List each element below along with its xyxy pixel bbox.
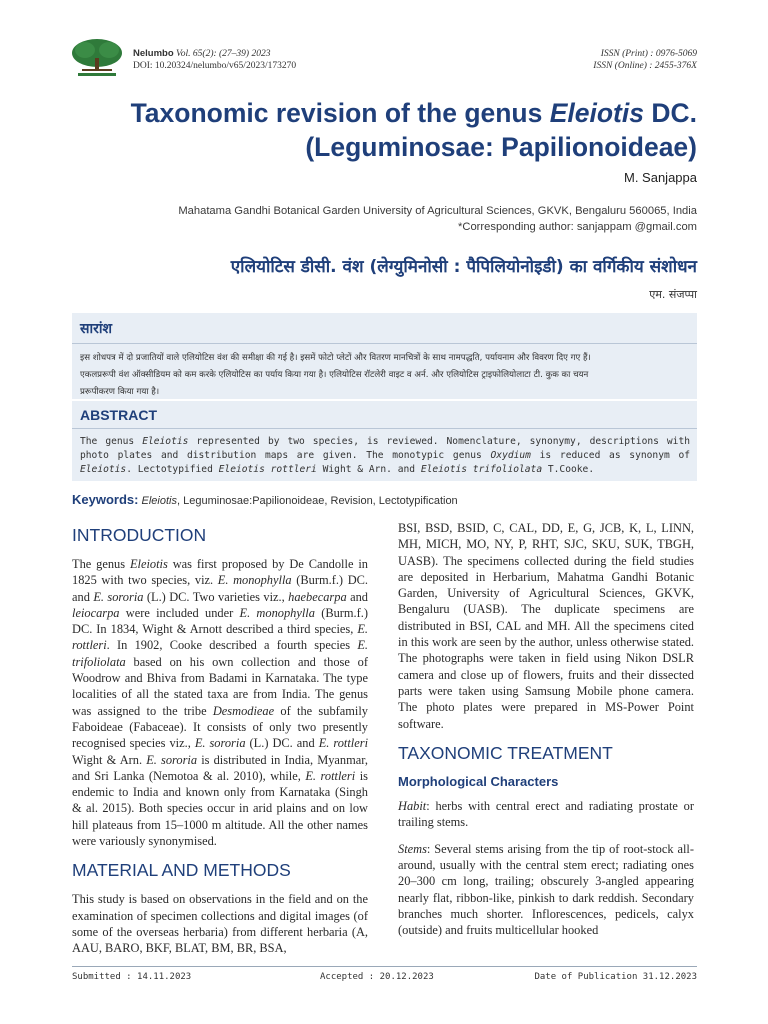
introduction-text: The genus Eleiotis was first proposed by De Candolle in 1825 with two species, viz. E. monophylla (Burm.f.) DC. and E. sororia (L.) DC. Two varieties viz., haebecarpa and leiocarpa were included under E. monophylla (Burm.f.) DC. In 1834, Wight & Arnott described a third species, E. rottleri. In 1902, Cooke described a fourth species E. trifoliolata based on his own collection and those of Woodrow and Bhiva from Badami in Karnataka. The type localities of all the stated taxa are from India. The genus was assigned to the tribe Desmodieae of the subfamily Faboideae (Fabaceae). It consists of only two presently recognised species viz., E. sororia (L.) DC. and E. rottleri Wight & Arn. E. sororia is distributed in India, Myanmar, and Sri Lanka (Nemotoa & al. 2010), while, E. rottleri is endemic to India and known only from Karnataka (Singh & al. 2015). Both species occur in arid plains and on low hill plateaus from 15–1000 m altitude. All the other names were variously synonymised. [72, 557, 369, 849]
stems-text: Stems: Several stems arising from the tip of root-stock all-around, usually with the central stem erect; radiating ones 20–300 cm long, trailing; obscurely 3-angled appearing nearly flat, ribbon-like, pinkish to dark reddish. Secondary branches much shorter. Inflorescences, pedicels, calyx (outside) and fruits multicellular hooked [398, 841, 694, 938]
issn-online: ISSN (Online) : 2455-376X [593, 61, 697, 71]
affiliation [178, 203, 697, 235]
hindi-line: प्ररूपीकरण किया गया है। [80, 387, 160, 397]
journal-logo [70, 36, 124, 78]
left-column [72, 520, 368, 965]
abstract-box [72, 401, 697, 481]
right-column [398, 520, 694, 947]
hindi-summary-heading: सारांश [80, 321, 112, 337]
corresponding-author: *Corresponding author: sanjappam @gmail.com [458, 221, 697, 233]
keywords-rest: , Leguminosae:Papilionoideae, Revision, Lectotypification [177, 495, 458, 507]
taxonomic-treatment-heading: TAXONOMIC TREATMENT [398, 742, 613, 763]
methods-heading: MATERIAL AND METHODS [72, 860, 291, 881]
hindi-line: इस शोधपत्र में दो प्रजातियों वाले एलियोटिस वंश की समीक्षा की गई है। इसमें फोटो प्लेटों और वितरण मानचित्रों के साथ नामपद्धति, पर्यायनाम और विवरण दिए गए हैं। [80, 353, 591, 363]
habit-text: Habit: herbs with central erect and radiating prostate or trailing stems. [398, 799, 694, 830]
keywords-label: Keywords: [72, 492, 139, 507]
journal-volume: Vol. 65(2): (27–39) 2023 [176, 49, 271, 59]
abstract-heading: ABSTRACT [80, 407, 157, 423]
affiliation-address: Mahatama Gandhi Botanical Garden University of Agricultural Sciences, GKVK, Bengaluru 560065, India [178, 205, 697, 217]
keyword-genus: Eleiotis [141, 495, 177, 507]
divider [72, 428, 697, 429]
hindi-summary-text [80, 350, 690, 401]
title-genus: Eleiotis [549, 98, 644, 128]
submitted-date: Submitted : 14.11.2023 [72, 972, 192, 982]
title-text: Taxonomic revision of the genus [130, 98, 550, 128]
morphological-characters-heading: Morphological Characters [398, 773, 559, 789]
hindi-summary-box [72, 313, 697, 399]
accepted-date: Accepted : 20.12.2023 [320, 972, 434, 982]
methods-text-continued: BSI, BSD, BSID, C, CAL, DD, E, G, JCB, K, L, LINN, MH, MICH, MO, NY, P, RHT, SJC, SKU, SUK, TBGH, UASB). The specimens collected during the field studies are deposited in Herbarium, Mahatma Gandhi Botanic Garden, University of Agricultural Sciences, GKVK, Bengaluru (UASB). The duplicate specimens are distributed in BSI, CAL and MH. All the specimens cited in this work are seen by the author, unless otherwise stated. The photographs were taken in field using Nikon DSLR camera and close up of flowers, fruits and their dissected parts were taken using Samsung Mobile phone camera. The photo plates were prepared in MS-Power Point software. [398, 521, 694, 731]
doi: DOI: 10.20324/nelumbo/v65/2023/173270 [133, 61, 297, 71]
journal-citation [133, 48, 296, 72]
introduction-heading: INTRODUCTION [72, 525, 207, 545]
author-name: M. Sanjappa [624, 170, 697, 185]
abstract-text: The genus Eleiotis represented by two species, is reviewed. Nomenclature, synonymy, descriptions with photo plates and distribution maps are given. The monotypic genus Oxydium is reduced as synonym of Eleiotis. Lectotypified Eleiotis rottleri Wight & Arn. and Eleiotis trifoliolata T.Cooke. [80, 436, 690, 475]
hindi-line: एकलप्ररूपी वंश ऑक्सीडियम को कम करके एलियोटिस का पर्याय किया गया है। एलियोटिस रॉटलेरी वाइट व अर्न. और एलियोटिस ट्राइफोलियोलाटा टी. कुक का चयन [80, 370, 589, 380]
journal-name: Nelumbo [133, 48, 174, 59]
paper-title [70, 96, 697, 164]
issn-info [593, 48, 697, 72]
title-text-end: DC. [644, 98, 697, 128]
hindi-author: एम. संजप्पा [649, 288, 697, 301]
title-line2: (Leguminosae: Papilionoideae) [305, 132, 697, 162]
methods-text: This study is based on observations in the field and on the examination of specimen collections and digital images (of some of the overseas herbaria) from different herbaria (A, AAU, BARO, BKF, BLAT, BM, BR, BSA, [72, 892, 368, 956]
hindi-title: एलियोटिस डीसी. वंश (लेग्युमिनोसी : पैपिलियोनोइडी) का वर्गिकीय संशोधन [230, 257, 697, 277]
divider [72, 343, 697, 344]
keywords [72, 492, 458, 507]
footer-divider [72, 966, 697, 967]
publication-date: Date of Publication 31.12.2023 [534, 972, 697, 982]
issn-print: ISSN (Print) : 0976-5069 [600, 49, 697, 59]
